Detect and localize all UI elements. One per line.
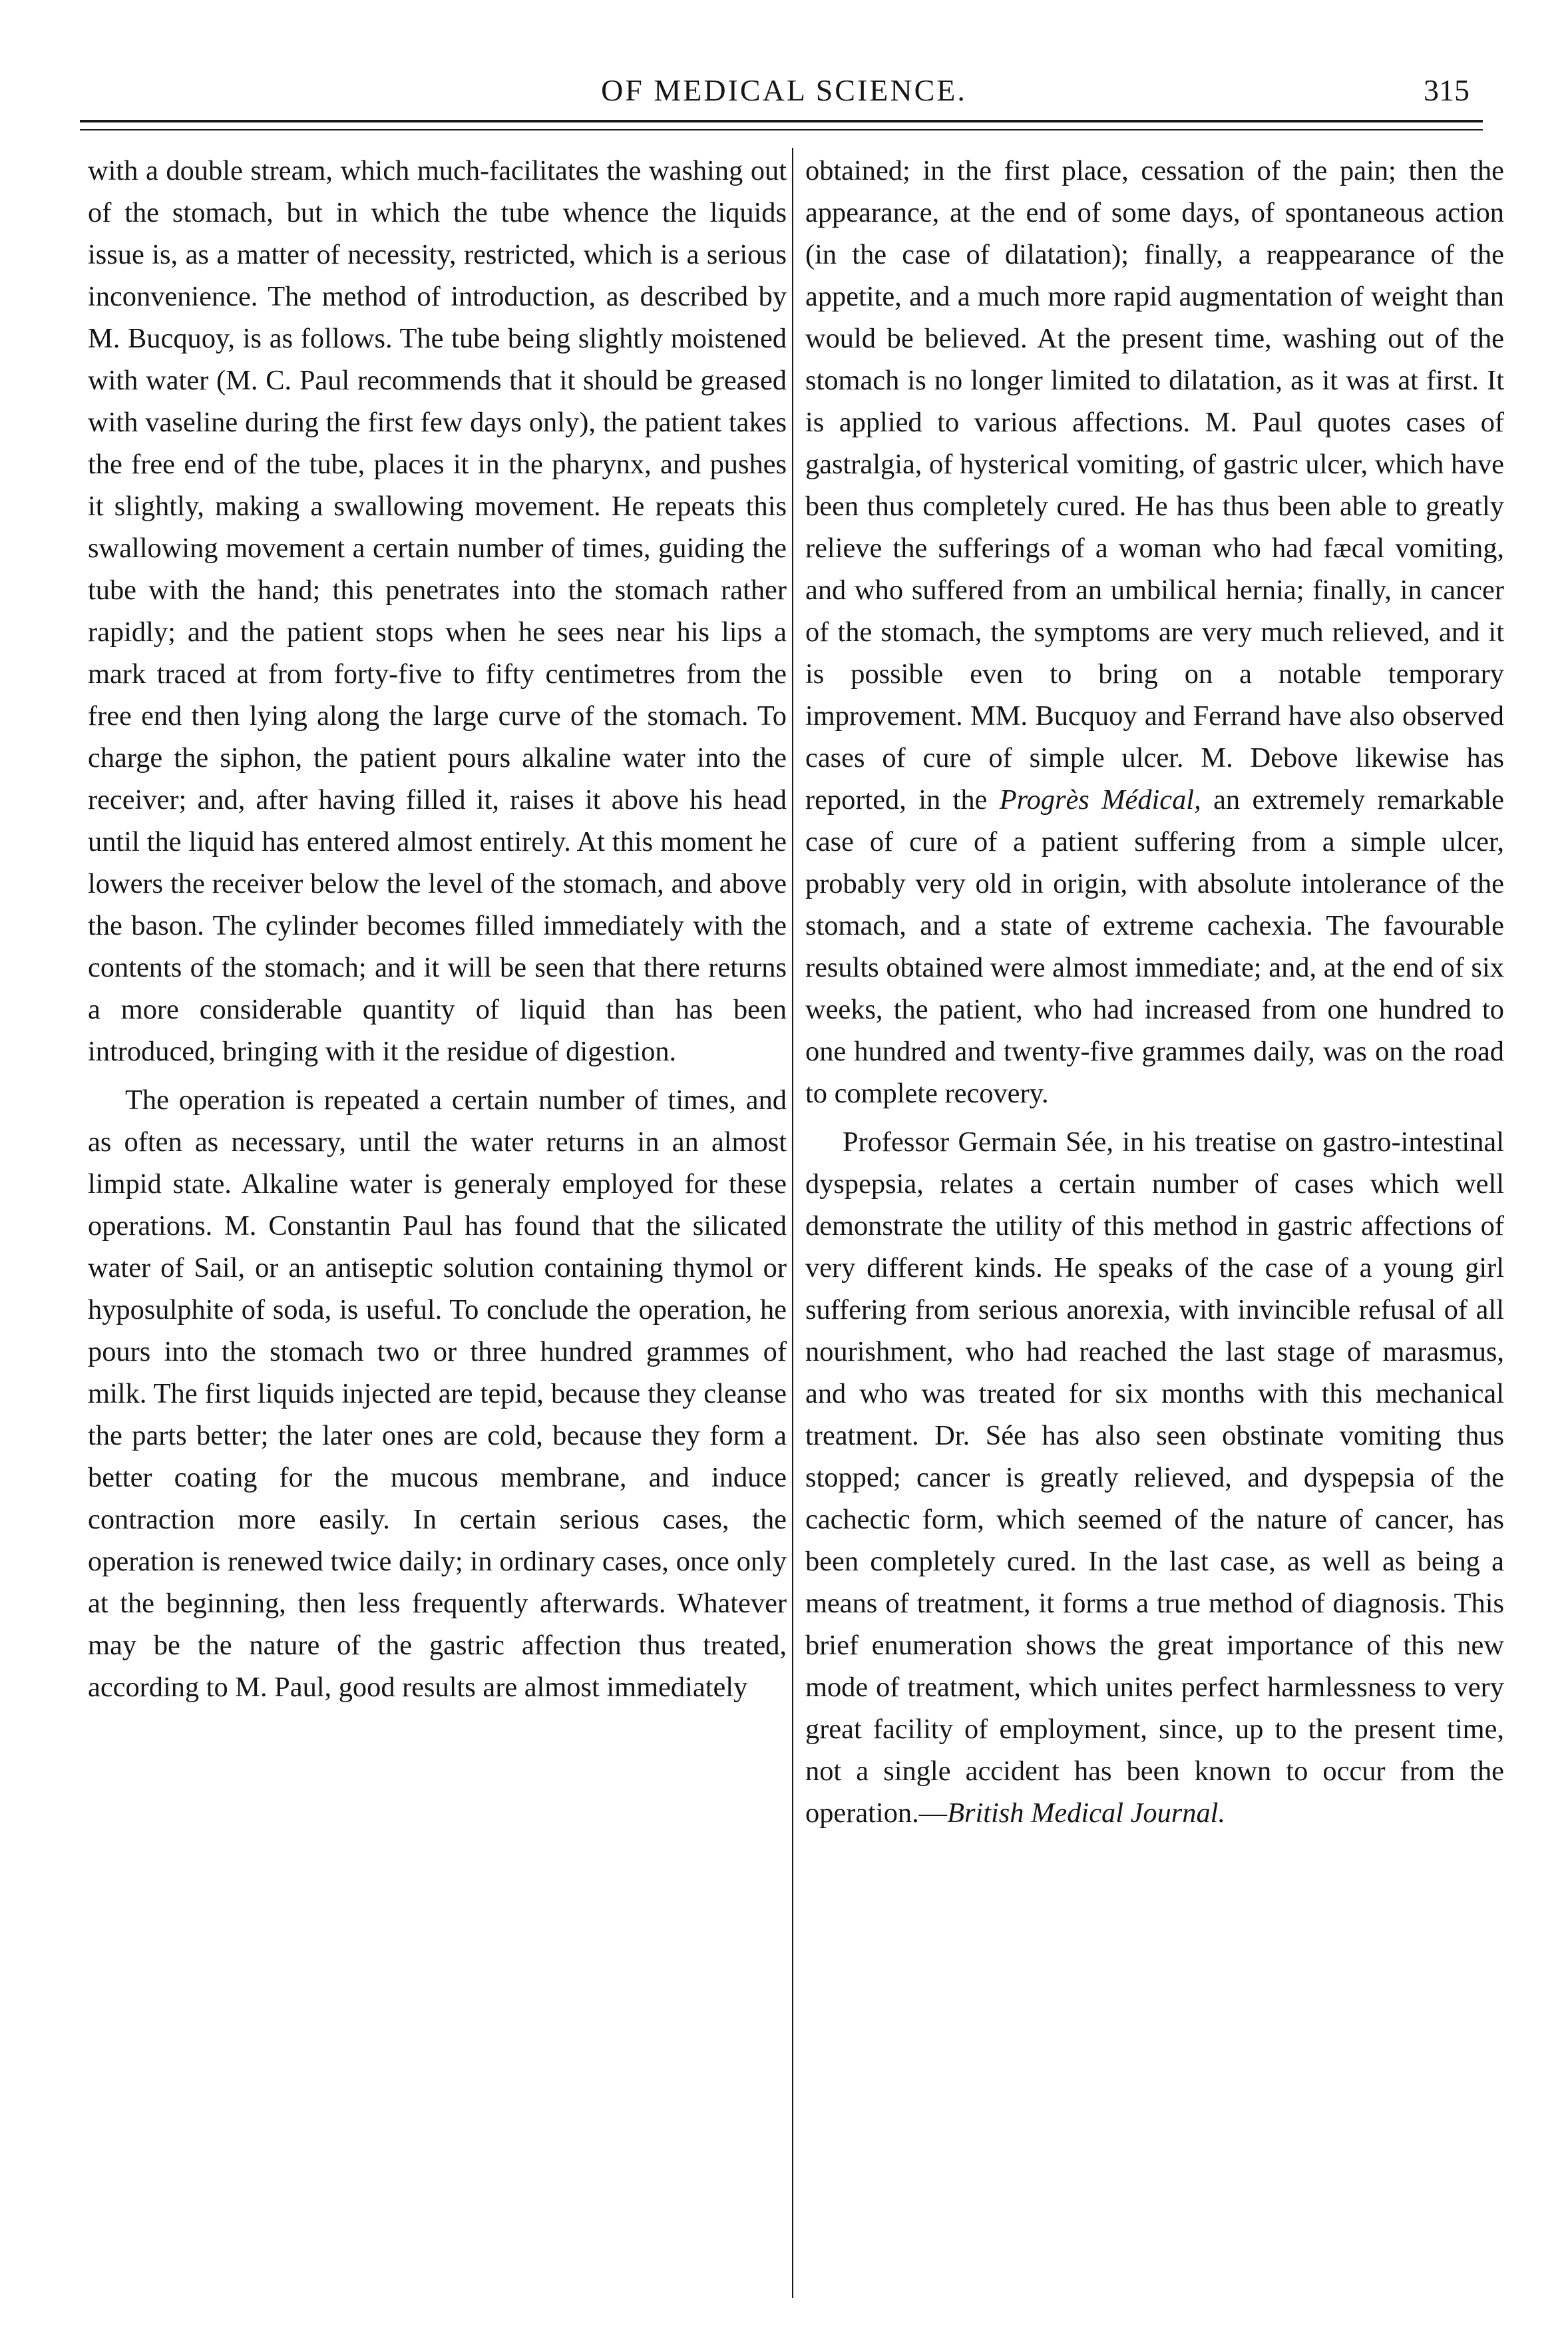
running-title: OF MEDICAL SCIENCE. <box>601 73 967 107</box>
header-rule-thin <box>80 129 1483 130</box>
right-paragraph-2-text: Professor Germain Sée, in his treatise on gastro-intestinal dyspepsia, relates a certain number of cases which well demonstrate the utility of this method in gastric affections of very different kinds. He speaks of the case of a young girl suffering from serious anorexia, with invincible refusal of all nourishment, who had reached the last stage of marasmus, and who was treated for six months with this mechanical treatment. Dr. Sée has also seen obstinate vomiting thus stopped; cancer is greatly relieved, and dyspepsia of the cachectic form, which seemed of the nature of cancer, has been completely cured. In the last case, as well as being a means of treatment, it forms a true method of diagnosis. This brief enumeration shows the great importance of this new mode of treatment, which unites perfect harmlessness to very great facility of employment, since, up to the present time, not a single accident has been known to occur from the operation.— <box>805 1126 1504 1829</box>
journal-title-progres-medical: Progrès Médical, <box>999 784 1201 816</box>
header-rule-thick <box>80 120 1483 122</box>
right-column <box>805 150 1504 1834</box>
running-head <box>80 64 1488 117</box>
left-column <box>88 150 787 1708</box>
page-number: 315 <box>1424 73 1470 107</box>
left-paragraph-2: The operation is repeated a certain number of times, and as often as necessary, until the water returns in an almost limpid state. Alkaline water is generaly employed for these operations. M. Constantin Paul has found that the silicated water of Sail, or an antiseptic solution containing thymol or hyposulphite of soda, is useful. To conclude the operation, he pours into the stomach two or three hundred grammes of milk. The first liquids injected are tepid, because they cleanse the parts better; the later ones are cold, because they form a better coating for the mucous membrane, and induce contraction more easily. In certain serious cases, the operation is renewed twice daily; in ordinary cases, once only at the beginning, then less frequently afterwards. Whatever may be the nature of the gastric affection thus treated, according to M. Paul, good results are almost immediately <box>88 1084 787 1703</box>
left-paragraph-1: with a double stream, which much-facilitates the washing out of the stomach, but in which the tube whence the liquids issue is, as a matter of necessity, restricted, which is a serious inconvenience. The method of introduction, as described by M. Bucquoy, is as follows. The tube being slightly moistened with water (M. C. Paul recommends that it should be greased with vaseline during the first few days only), the patient takes the free end of the tube, places it in the pharynx, and pushes it slightly, making a swallowing movement. He repeats this swallowing movement a certain number of times, guiding the tube with the hand; this penetrates into the stomach rather rapidly; and the patient stops when he sees near his lips a mark traced at from forty-five to fifty centimetres from the free end then lying along the large curve of the stomach. To charge the siphon, the patient pours alkaline water into the receiver; and, after having filled it, raises it above his head until the liquid has entered almost entirely. At this moment he lowers the receiver below the level of the stomach, and above the bason. The cylinder becomes filled immediately with the contents of the stomach; and it will be seen that there returns a more considerable quantity of liquid than has been introduced, bringing with it the residue of digestion. <box>88 155 787 1067</box>
right-paragraph-1-text-b: an extremely remarkable case of cure of a patient suffering from a simple ulcer, probably very old in origin, with absolute intolerance of the stomach, and a state of extreme cachexia. The favourable results obtained were almost immediate; and, at the end of six weeks, the patient, who had increased from one hundred to one hundred and twenty-five grammes daily, was on the road to complete recovery. <box>805 784 1505 1109</box>
source-citation: British Medical Journal. <box>947 1797 1226 1829</box>
column-divider <box>792 148 793 2298</box>
right-paragraph-1-text-a: obtained; in the first place, cessation of the pain; then the appearance, at the end of some days, of spontaneous action (in the case of dilatation); finally, a reappearance of the appetite, and a much more rapid augmentation of weight than would be believed. At the present time, washing out of the stomach is no longer limited to dilatation, as it was at first. It is applied to various affections. M. Paul quotes cases of gastralgia, of hysterical vomiting, of gastric ulcer, which have been thus completely cured. He has thus been able to greatly relieve the sufferings of a woman who had fæcal vomiting, and who suffered from an umbilical hernia; finally, in cancer of the stomach, the symptoms are very much relieved, and it is possible even to bring on a notable temporary improvement. MM. Bucquoy and Ferrand have also observed cases of cure of simple ulcer. M. Debove likewise has reported, in the <box>805 155 1504 816</box>
right-paragraph-1 <box>805 150 1504 1114</box>
right-paragraph-2 <box>805 1121 1504 1834</box>
